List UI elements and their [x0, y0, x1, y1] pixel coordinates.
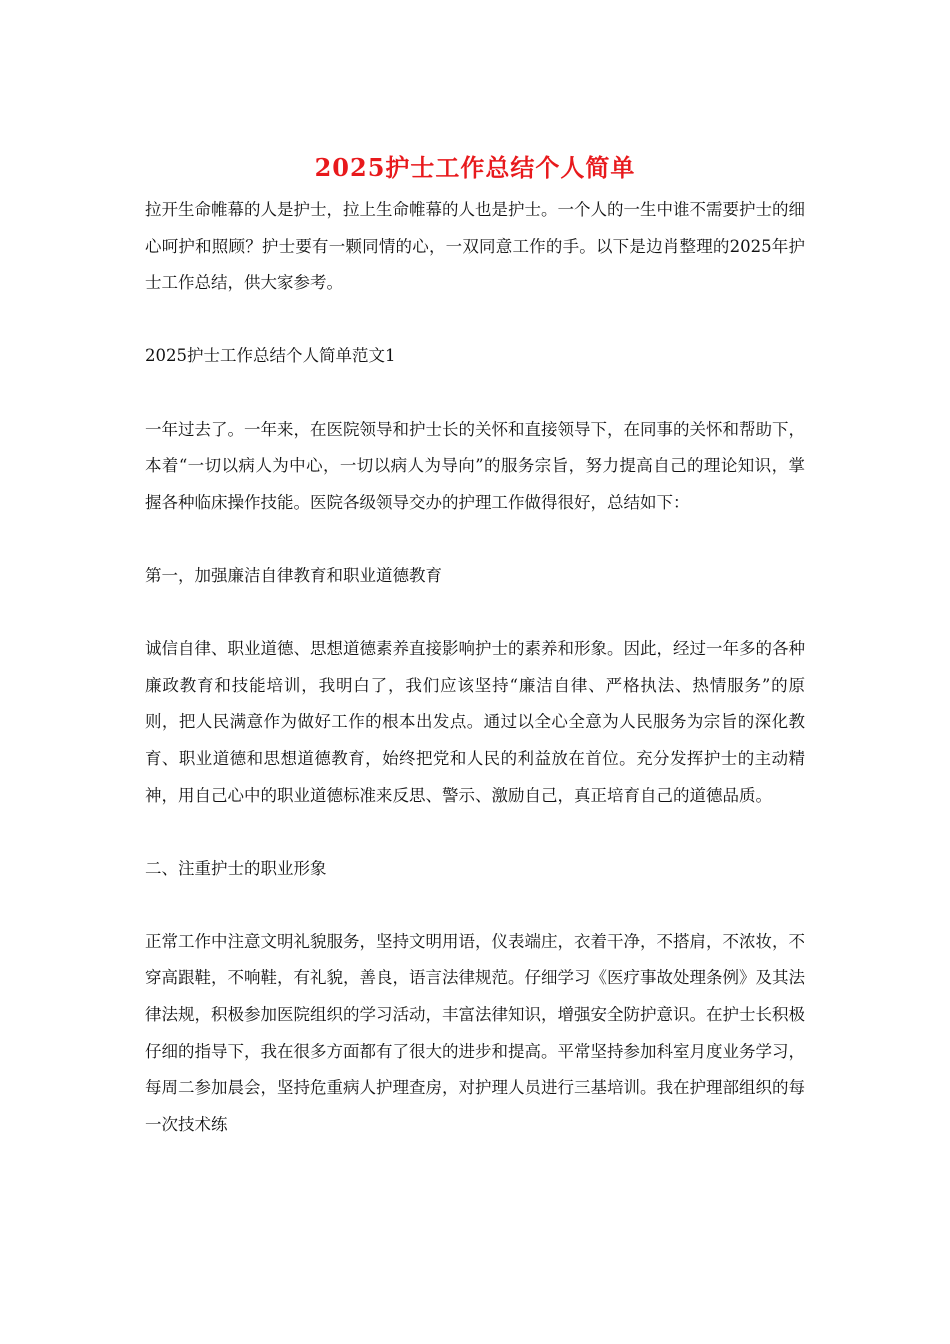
section-heading-second: 二、注重护士的职业形象 [145, 858, 327, 878]
document-title: 2025护士工作总结个人简单 [314, 153, 636, 182]
paragraph-gap [145, 595, 805, 632]
paragraph-gap [145, 814, 805, 851]
intro-paragraph: 拉开生命帷幕的人是护士，拉上生命帷幕的人也是护士。一个人的一生中谁不需要护士的细心呵护和照顾？护士要有一颗同情的心，一双同意工作的手。以下是边肖整理的2025年护士工作总结，供大家参考。 [145, 200, 805, 293]
body-paragraph: 诚信自律、职业道德、思想道德素养直接影响护士的素养和形象。因此，经过一年多的各种廉政教育和技能培训，我明白了，我们应该坚持“廉洁自律、严格执法、热情服务”的原则，把人民满意作为做好工作的根本出发点。通过以全心全意为人民服务为宗旨的深化教育、职业道德和思想道德教育，始终把党和人民的利益放在首位。充分发挥护士的主动精神，用自己心中的职业道德标准来反思、警示、激励自己，真正培育自己的道德品质。 [145, 639, 805, 805]
paragraph-gap [145, 375, 805, 412]
paragraph-gap [145, 302, 805, 339]
body-paragraph: 正常工作中注意文明礼貌服务，坚持文明用语，仪表端庄，衣着干净，不搭肩，不浓妆，不穿高跟鞋，不响鞋，有礼貌，善良，语言法律规范。仔细学习《医疗事故处理条例》及其法律法规，积极参加医院组织的学习活动，丰富法律知识，增强安全防护意识。在护士长积极仔细的指导下，我在很多方面都有了很大的进步和提高。平常坚持参加科室月度业务学习，每周二参加晨会，坚持危重病人护理查房，对护理人员进行三基培训。我在护理部组织的每一次技术练 [145, 931, 805, 1134]
paragraph-gap [145, 887, 805, 924]
section-heading-sample-1: 2025护士工作总结个人简单范文1 [145, 346, 396, 366]
section-heading-first: 第一，加强廉洁自律教育和职业道德教育 [145, 565, 442, 585]
paragraph-gap [145, 521, 805, 558]
body-paragraph: 一年过去了。一年来，在医院领导和护士长的关怀和直接领导下，在同事的关怀和帮助下，本着“一切以病人为中心，一切以病人为导向”的服务宗旨，努力提高自己的理论知识，掌握各种临床操作技能。医院各级领导交办的护理工作做得很好，总结如下： [145, 419, 805, 512]
document-body [145, 192, 805, 1143]
